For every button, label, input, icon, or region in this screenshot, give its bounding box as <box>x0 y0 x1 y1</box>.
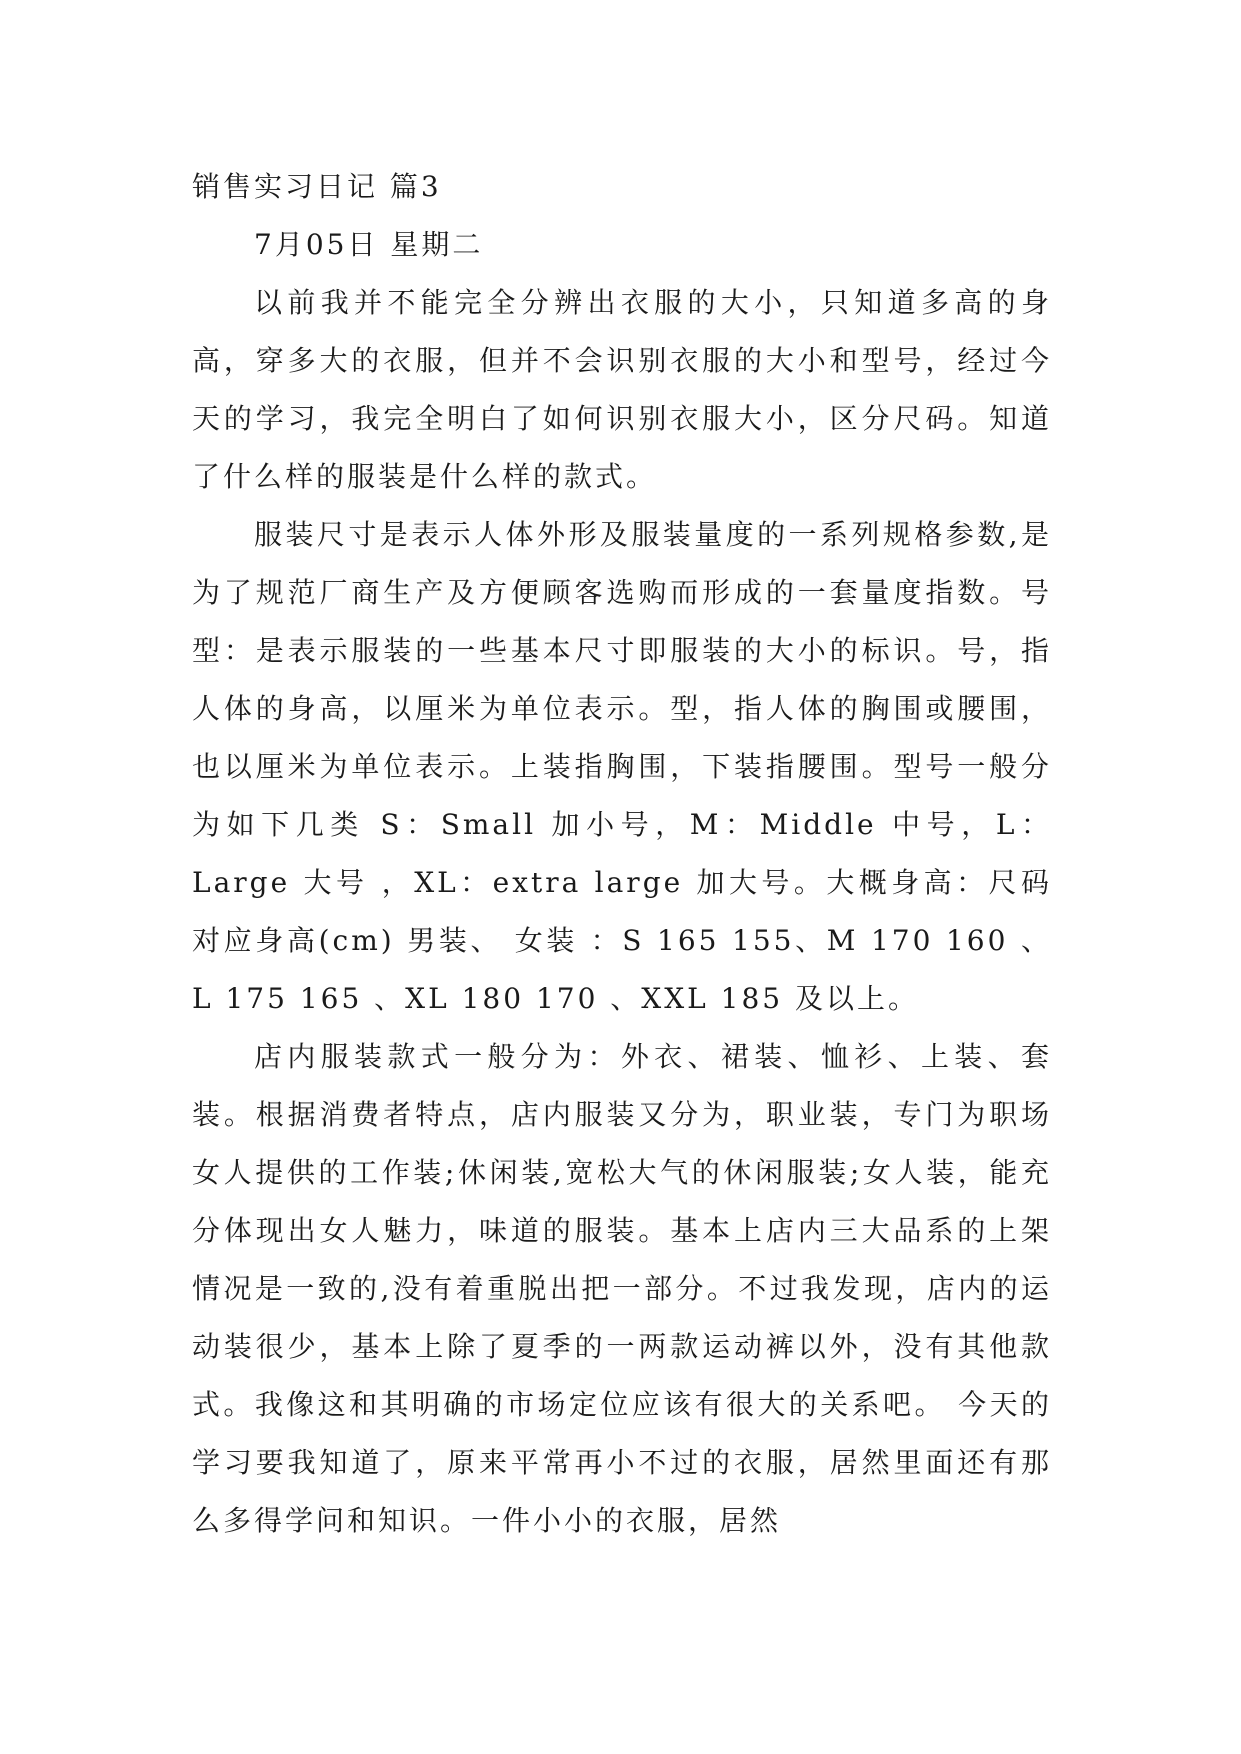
paragraph-store-styles: 店内服装款式一般分为：外衣、裙装、恤衫、上装、套装。根据消费者特点，店内服装又分为，职业装，专门为职场女人提供的工作装;休闲装,宽松大气的休闲服装;女人装，能充分体现出女人魅力，味道的服装。基本上店内三大品系的上架情况是一致的,没有着重脱出把一部分。不过我发现，店内的运动装很少，基本上除了夏季的一两款运动裤以外，没有其他款式。我像这和其明确的市场定位应该有很大的关系吧。 今天的学习要我知道了，原来平常再小不过的衣服，居然里面还有那么多得学问和知识。一件小小的衣服，居然 <box>192 1040 1052 1537</box>
paragraph-size-standards: 服装尺寸是表示人体外形及服装量度的一系列规格参数,是为了规范厂商生产及方便顾客选购而形成的一套量度指数。号型：是表示服装的一些基本尺寸即服装的大小的标识。号，指人体的身高，以厘米为单位表示。型，指人体的胸围或腰围，也以厘米为单位表示。上装指胸围，下装指腰围。型号一般分为如下几类 S：Small 加小号，M：Middle 中号，L：Large 大号 ，XL：extra large 加大号。大概身高：尺码对应身高(cm) 男装、 女装 ：S 165 155、M 170 160 、L 175 165 、XL 180 170 、XXL 185 及以上。 <box>192 518 1052 1015</box>
paragraph-size-learning: 以前我并不能完全分辨出衣服的大小，只知道多高的身高，穿多大的衣服，但并不会识别衣服的大小和型号，经过今天的学习，我完全明白了如何识别衣服大小，区分尺码。知道了什么样的服装是什么样的款式。 <box>192 286 1052 493</box>
document-body <box>192 158 1052 1550</box>
document-title: 销售实习日记 篇3 <box>192 170 442 203</box>
diary-date: 7月05日 星期二 <box>254 228 484 261</box>
